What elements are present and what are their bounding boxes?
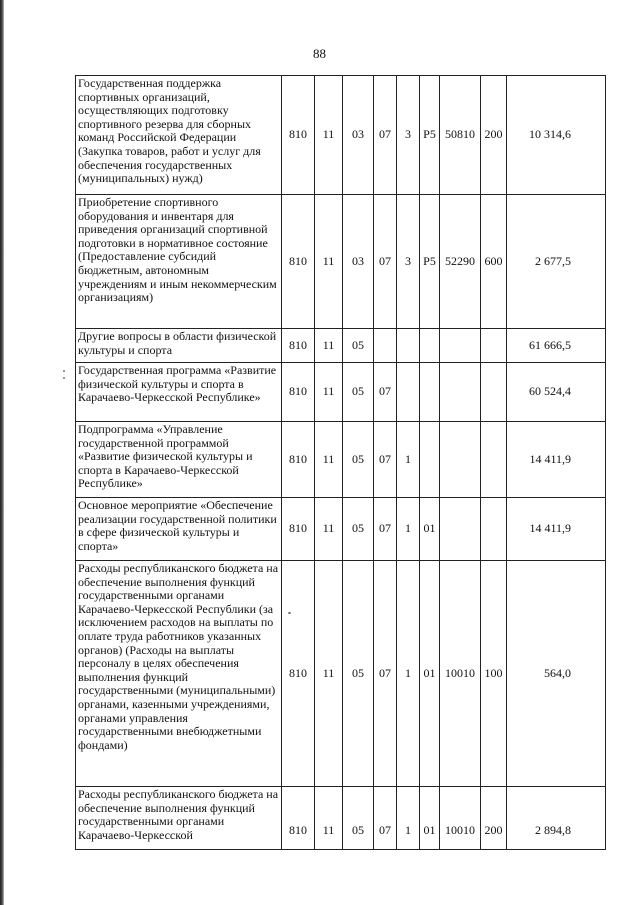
event-code: 01 xyxy=(420,561,440,787)
subprogram-code: 1 xyxy=(397,787,420,850)
expense-type-code: 600 xyxy=(481,195,507,329)
program-code: 07 xyxy=(374,561,397,787)
section-code: 11 xyxy=(315,76,343,195)
program-code xyxy=(374,329,397,363)
section-code: 11 xyxy=(315,195,343,329)
ministry-code: 810 xyxy=(282,329,315,363)
amount-cell: 14 411,9 xyxy=(507,498,606,561)
program-code: 07 xyxy=(374,76,397,195)
row-description: Государственная поддержка спортивных организаций, осуществляющих подготовку спортивного резерва для сборных команд Российской Федерации (Закупка товаров, работ и услуг для обеспечения государственных (муниципальных) нужд) xyxy=(76,76,282,195)
direction-code: 10010 xyxy=(440,561,481,787)
subsection-code: 05 xyxy=(343,422,374,498)
row-description: Основное мероприятие «Обеспечение реализации государственной политики в сфере физической культуры и спорта» xyxy=(76,498,282,561)
subprogram-code: 3 xyxy=(397,76,420,195)
subsection-code: 05 xyxy=(343,363,374,422)
subprogram-code: 3 xyxy=(397,195,420,329)
amount-cell: 60 524,4 xyxy=(507,363,606,422)
subsection-code: 03 xyxy=(343,195,374,329)
event-code xyxy=(420,363,440,422)
table-row xyxy=(76,195,606,329)
ministry-code: 810 xyxy=(282,76,315,195)
table-row xyxy=(76,76,606,195)
subprogram-code: 1 xyxy=(397,422,420,498)
event-code xyxy=(420,329,440,363)
direction-code: 10010 xyxy=(440,787,481,850)
direction-code xyxy=(440,363,481,422)
direction-code: 50810 xyxy=(440,76,481,195)
amount-cell: 61 666,5 xyxy=(507,329,606,363)
expense-type-code xyxy=(481,422,507,498)
section-code: 11 xyxy=(315,498,343,561)
amount-cell: 564,0 xyxy=(507,561,606,787)
row-description: Расходы республиканского бюджета на обеспечение выполнения функций государственными органами Карачаево-Черкесской Республики (за исключением расходов на выплаты по оплате труда работников указанных органов) (Расходы на выплаты персоналу в целях обеспечения выполнения функций государственными (муниципальными) органами, казенными учреждениями, органами управления государственными внебюджетными фондами) xyxy=(76,561,282,787)
direction-code xyxy=(440,422,481,498)
subsection-code: 05 xyxy=(343,787,374,850)
subprogram-code xyxy=(397,329,420,363)
subprogram-code xyxy=(397,363,420,422)
direction-code xyxy=(440,498,481,561)
event-code xyxy=(420,422,440,498)
subsection-code: 05 xyxy=(343,329,374,363)
direction-code: 52290 xyxy=(440,195,481,329)
ministry-code: 810 xyxy=(282,363,315,422)
subsection-code: 05 xyxy=(343,561,374,787)
row-description: Подпрограмма «Управление государственной программой «Развитие физической культуры и спорта в Карачаево-Черкесской Республике» xyxy=(76,422,282,498)
section-code: 11 xyxy=(315,561,343,787)
program-code: 07 xyxy=(374,422,397,498)
amount-cell: 10 314,6 xyxy=(507,76,606,195)
row-description: Приобретение спортивного оборудования и инвентаря для приведения организаций спортивной подготовки в нормативное состояние (Предоставление субсидий бюджетным, автономным учреждениям и иным некоммерческим организациям) xyxy=(76,195,282,329)
scan-speck xyxy=(63,377,65,379)
ministry-code: 810 xyxy=(282,498,315,561)
subprogram-code: 1 xyxy=(397,498,420,561)
amount-cell: 2 677,5 xyxy=(507,195,606,329)
scan-left-edge xyxy=(0,0,4,905)
program-code: 07 xyxy=(374,363,397,422)
program-code: 07 xyxy=(374,195,397,329)
row-description: Расходы республиканского бюджета на обеспечение выполнения функций государственными органами Карачаево-Черкесской xyxy=(76,787,282,850)
row-description: Государственная программа «Развитие физической культуры и спорта в Карачаево-Черкесской Республике» xyxy=(76,363,282,422)
event-code: P5 xyxy=(420,76,440,195)
subsection-code: 03 xyxy=(343,76,374,195)
row-description: Другие вопросы в области физической культуры и спорта xyxy=(76,329,282,363)
expense-type-code xyxy=(481,329,507,363)
section-code: 11 xyxy=(315,787,343,850)
table-row xyxy=(76,498,606,561)
amount-cell: 14 411,9 xyxy=(507,422,606,498)
ministry-code: 810 xyxy=(282,787,315,850)
expense-type-code: 200 xyxy=(481,76,507,195)
table-row xyxy=(76,422,606,498)
program-code: 07 xyxy=(374,787,397,850)
table-row xyxy=(76,329,606,363)
ministry-code: 810 xyxy=(282,195,315,329)
direction-code xyxy=(440,329,481,363)
ministry-code: 810 xyxy=(282,561,315,787)
table-row xyxy=(76,787,606,850)
event-code: 01 xyxy=(420,498,440,561)
expense-type-code: 200 xyxy=(481,787,507,850)
ministry-code: 810 xyxy=(282,422,315,498)
table-row xyxy=(76,363,606,422)
expense-type-code: 100 xyxy=(481,561,507,787)
scan-speck xyxy=(63,370,65,372)
budget-table xyxy=(75,75,606,850)
subsection-code: 05 xyxy=(343,498,374,561)
table-row xyxy=(76,561,606,787)
expense-type-code xyxy=(481,363,507,422)
expense-type-code xyxy=(481,498,507,561)
subprogram-code: 1 xyxy=(397,561,420,787)
scan-speck xyxy=(288,612,291,614)
event-code: P5 xyxy=(420,195,440,329)
amount-cell: 2 894,8 xyxy=(507,787,606,850)
section-code: 11 xyxy=(315,363,343,422)
event-code: 01 xyxy=(420,787,440,850)
section-code: 11 xyxy=(315,422,343,498)
page-number: 88 xyxy=(313,46,326,61)
section-code: 11 xyxy=(315,329,343,363)
program-code: 07 xyxy=(374,498,397,561)
